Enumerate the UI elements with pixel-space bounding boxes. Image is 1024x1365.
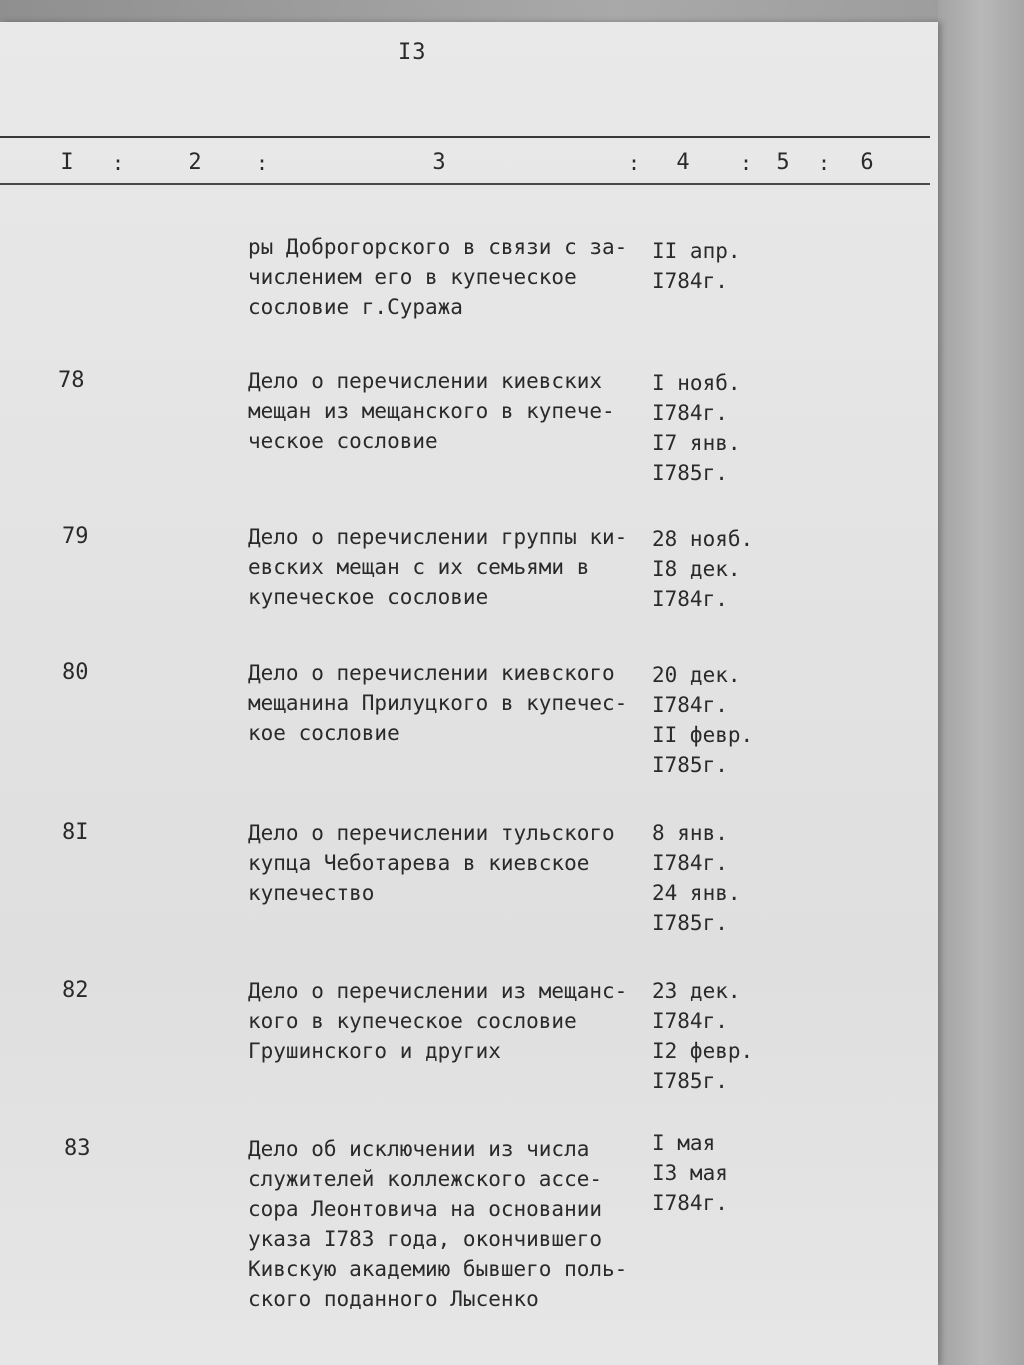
header-rule-bottom (0, 183, 930, 185)
entry-line: Дело о перечислении из мещанс- (248, 979, 628, 1003)
entry-dates (652, 524, 812, 614)
entry-date: I784г. (652, 1009, 728, 1033)
entry-line: указа I783 года, окончившего (248, 1227, 603, 1251)
entry-description (248, 522, 648, 612)
page-number: I3 (398, 40, 427, 65)
column-header-3: 3 (432, 150, 446, 175)
entry-number: 83 (64, 1136, 91, 1161)
entry-date: I784г. (652, 401, 728, 425)
entry-dates (652, 368, 812, 488)
entry-date: II февр. (652, 723, 754, 747)
entry-date: 28 нояб. (652, 527, 754, 551)
entry-date: 23 дек. (652, 979, 741, 1003)
entry-line: числением его в купеческое (248, 265, 577, 289)
column-header-5: 5 (776, 150, 790, 175)
entry-number: 80 (62, 660, 89, 685)
entry-date: I784г. (652, 269, 728, 293)
entry-date: I785г. (652, 1069, 728, 1093)
background-edge (938, 0, 1024, 1365)
column-separator: : (256, 151, 269, 175)
entry-date: I784г. (652, 1191, 728, 1215)
entry-line: Дело об исключении из числа (248, 1137, 590, 1161)
entry-line: ческое сословие (248, 429, 438, 453)
entry-description (248, 232, 648, 322)
entry-date: I3 мая (652, 1161, 728, 1185)
entry-number: 82 (62, 978, 89, 1003)
entry-dates (652, 236, 812, 296)
entry-date: I784г. (652, 693, 728, 717)
entry-line: купеческое сословие (248, 585, 489, 609)
entry-number: 78 (58, 368, 85, 393)
column-separator: : (740, 151, 753, 175)
entry-date: I785г. (652, 461, 728, 485)
entry-line: купечество (248, 881, 375, 905)
entry-date: I нояб. (652, 371, 741, 395)
entry-date: 20 дек. (652, 663, 741, 687)
entry-line: Кивскую академию бывшего поль- (248, 1257, 628, 1281)
column-header-1: I (60, 150, 74, 175)
entry-description (248, 976, 648, 1066)
entry-line: купца Чеботарева в киевское (248, 851, 590, 875)
entry-line: сора Леонтовича на основании (248, 1197, 603, 1221)
entry-line: ского поданного Лысенко (248, 1287, 539, 1311)
column-separator: : (628, 151, 641, 175)
entry-date: I784г. (652, 851, 728, 875)
entry-line: Дело о перечислении группы ки- (248, 525, 628, 549)
entry-line: ры Доброгорского в связи с за- (248, 235, 628, 259)
entry-date: I мая (652, 1131, 716, 1155)
entry-line: мещанина Прилуцкого в купечес- (248, 691, 628, 715)
entry-date: I785г. (652, 911, 728, 935)
entry-date: II апр. (652, 239, 741, 263)
entry-line: Грушинского и других (248, 1039, 501, 1063)
column-header-6: 6 (860, 150, 874, 175)
column-header-4: 4 (676, 150, 690, 175)
entry-date: 8 янв. (652, 821, 728, 845)
entry-date: I784г. (652, 587, 728, 611)
entry-line: служителей коллежского ассе- (248, 1167, 603, 1191)
entry-description (248, 658, 648, 748)
entry-date: I2 февр. (652, 1039, 754, 1063)
entry-line: сословие г.Суража (248, 295, 463, 319)
column-separator: : (112, 151, 125, 175)
entry-line: Дело о перечислении тульского (248, 821, 615, 845)
entry-date: 24 янв. (652, 881, 741, 905)
entry-date: I7 янв. (652, 431, 741, 455)
entry-line: Дело о перечислении киевского (248, 661, 615, 685)
entry-dates (652, 818, 812, 938)
entry-line: Дело о перечислении киевских (248, 369, 603, 393)
header-rule-top (0, 136, 930, 138)
entry-date: I785г. (652, 753, 728, 777)
entry-line: кое сословие (248, 721, 400, 745)
column-header-2: 2 (188, 150, 202, 175)
entry-dates (652, 660, 812, 780)
entry-date: I8 дек. (652, 557, 741, 581)
entry-dates (652, 976, 812, 1096)
entry-description (248, 366, 648, 456)
column-separator: : (818, 151, 831, 175)
entry-dates (652, 1128, 812, 1218)
entry-number: 79 (62, 524, 89, 549)
entry-line: мещан из мещанского в купече- (248, 399, 615, 423)
entry-line: евских мещан с их семьями в (248, 555, 590, 579)
entry-description (248, 1134, 648, 1314)
entry-description (248, 818, 648, 908)
entry-number: 8I (62, 820, 89, 845)
entry-line: кого в купеческое сословие (248, 1009, 577, 1033)
